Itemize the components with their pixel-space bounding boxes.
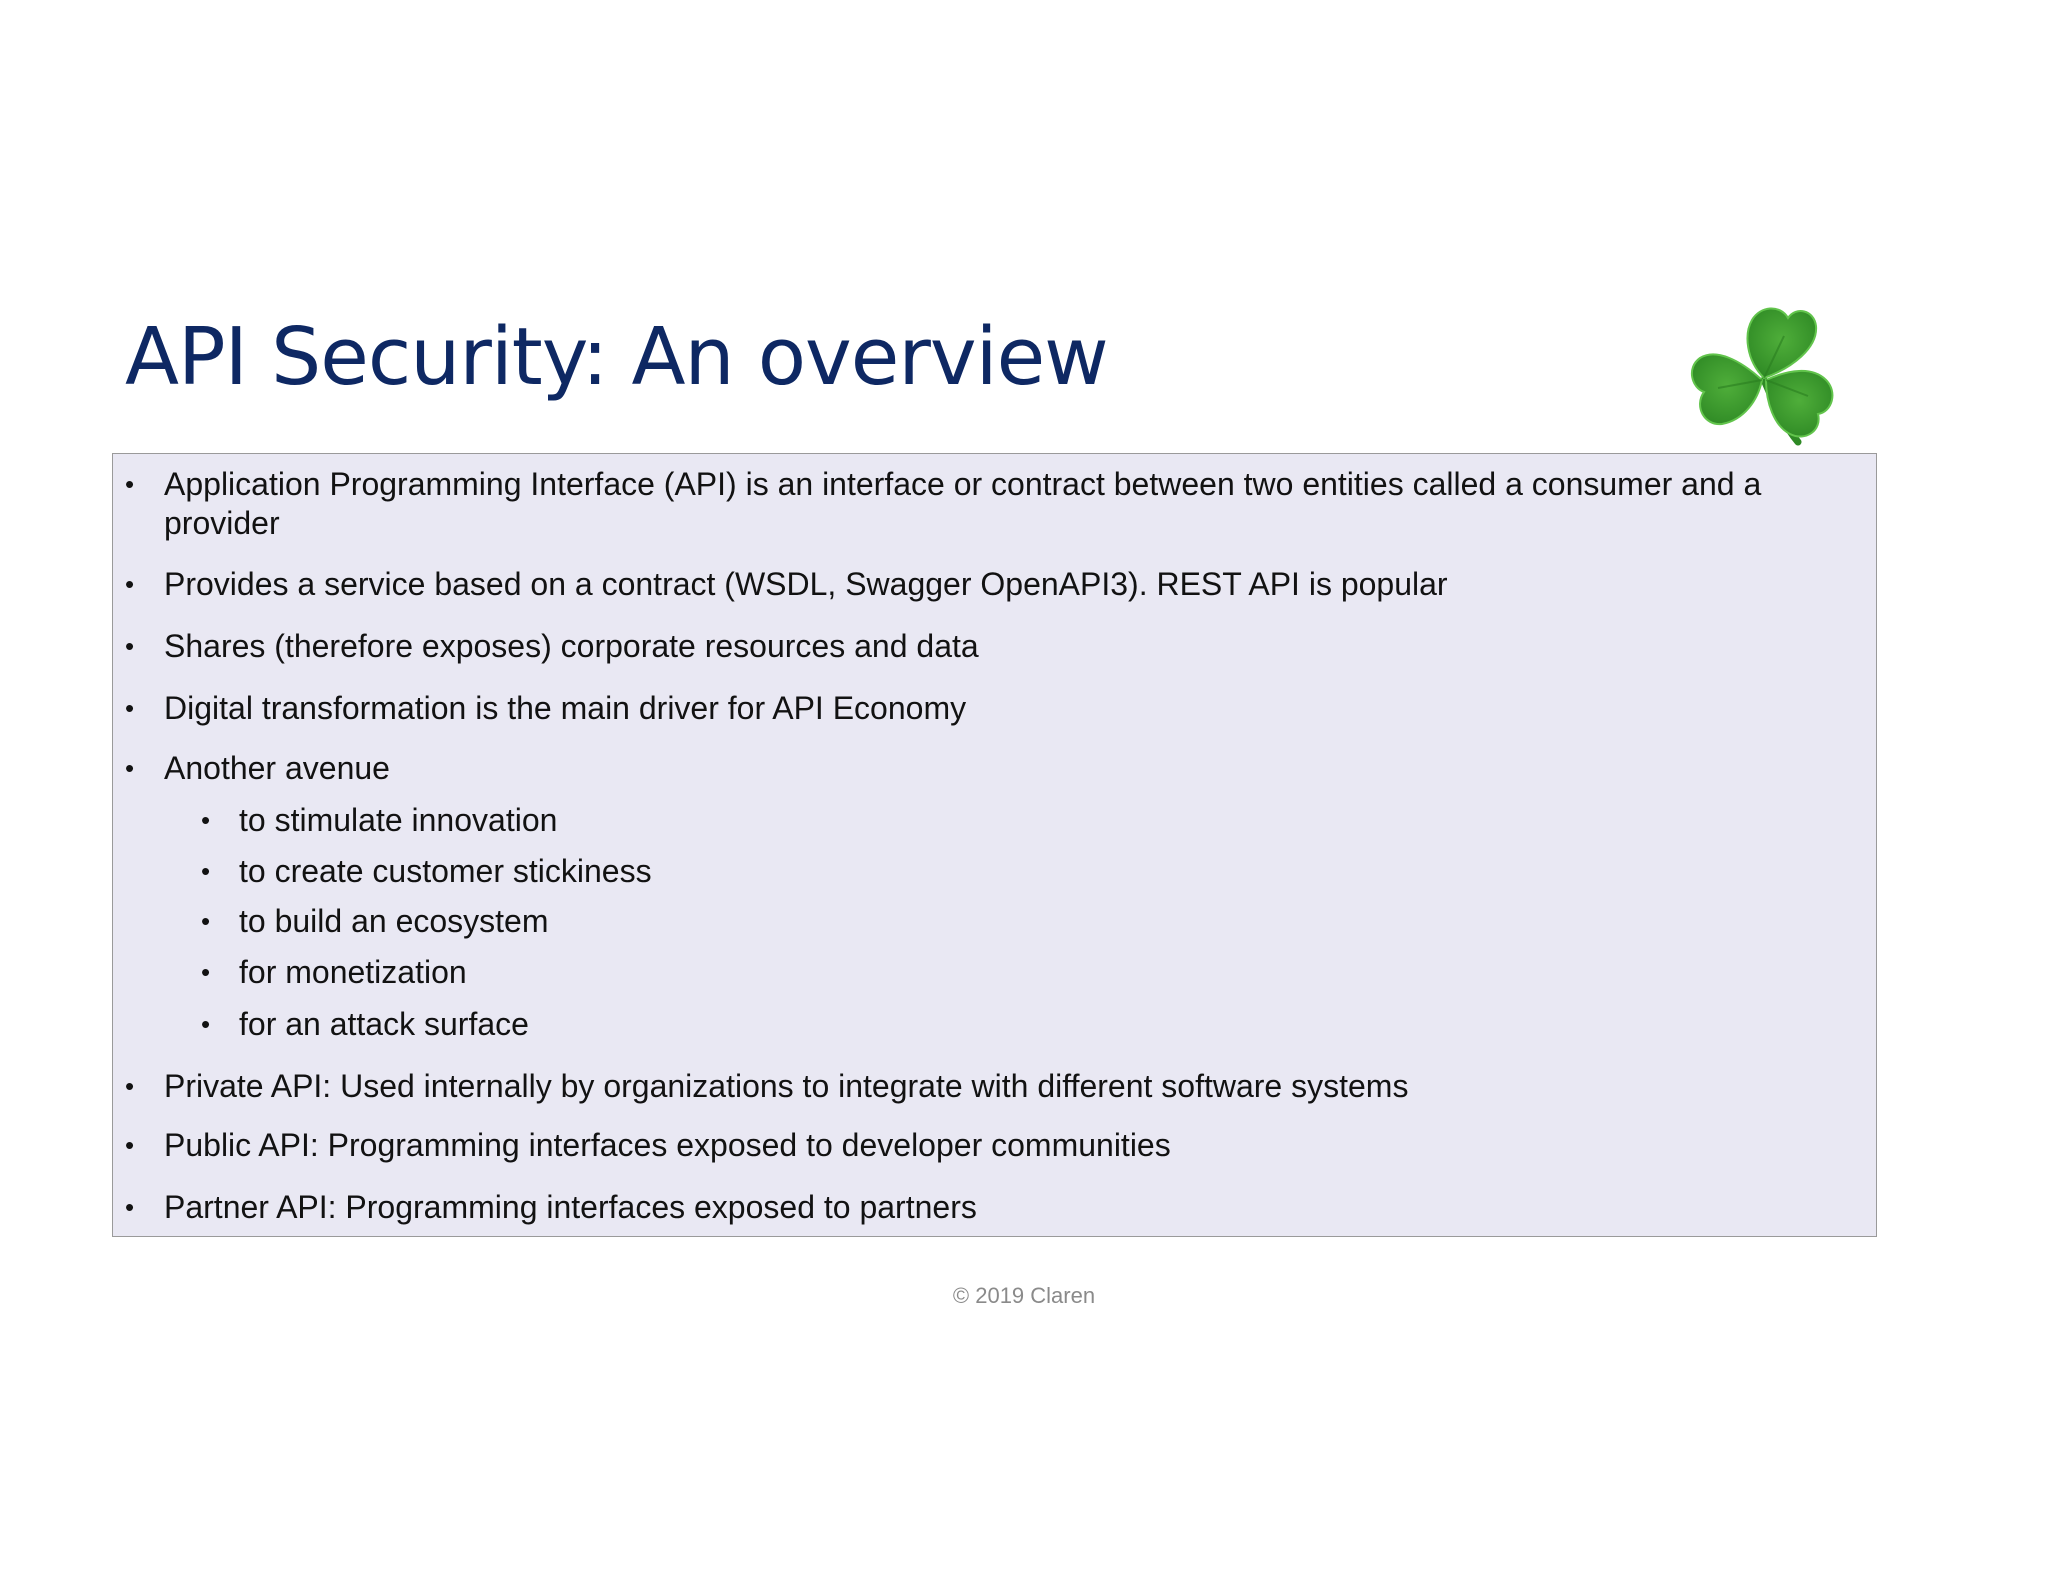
bullet-text: Application Programming Interface (API) is an interface or contract between two entities called a consumer and a provider (164, 466, 1762, 541)
bullet-marker: • (125, 693, 135, 723)
bullet-marker: • (201, 805, 211, 835)
bullet-marker: • (125, 631, 135, 661)
bullet-marker: • (201, 906, 211, 936)
bullet-text: Another avenue (164, 750, 390, 786)
bullet-text: to stimulate innovation (239, 802, 558, 838)
bullet-text: Private API: Used internally by organizations to integrate with different software systems (164, 1068, 1409, 1104)
bullet-text: to build an ecosystem (239, 903, 549, 939)
bullet-text: Provides a service based on a contract (WSDL, Swagger OpenAPI3). REST API is popular (164, 566, 1448, 602)
bullet-marker: • (125, 469, 135, 499)
footer-copyright: © 2019 Claren (952, 1283, 1096, 1308)
bullet-text: for monetization (239, 954, 467, 990)
bullet-text: to create customer stickiness (239, 853, 652, 889)
shamrock-icon (1688, 296, 1838, 446)
bullet-marker: • (125, 1130, 135, 1160)
bullet-marker: • (125, 753, 135, 783)
bullet-text: for an attack surface (239, 1006, 529, 1042)
bullet-marker: • (201, 957, 211, 987)
bullet-marker: • (201, 856, 211, 886)
slide-title: API Security: An overview (125, 311, 1108, 403)
bullet-marker: • (201, 1009, 211, 1039)
bullet-text: Shares (therefore exposes) corporate resources and data (164, 628, 979, 664)
content-box (112, 453, 1877, 1237)
bullet-text: Partner API: Programming interfaces exposed to partners (164, 1189, 977, 1225)
bullet-marker: • (125, 1071, 135, 1101)
bullet-marker: • (125, 1192, 135, 1222)
bullet-text: Public API: Programming interfaces exposed to developer communities (164, 1127, 1171, 1163)
bullet-text: Digital transformation is the main driver for API Economy (164, 690, 967, 726)
bullet-marker: • (125, 569, 135, 599)
